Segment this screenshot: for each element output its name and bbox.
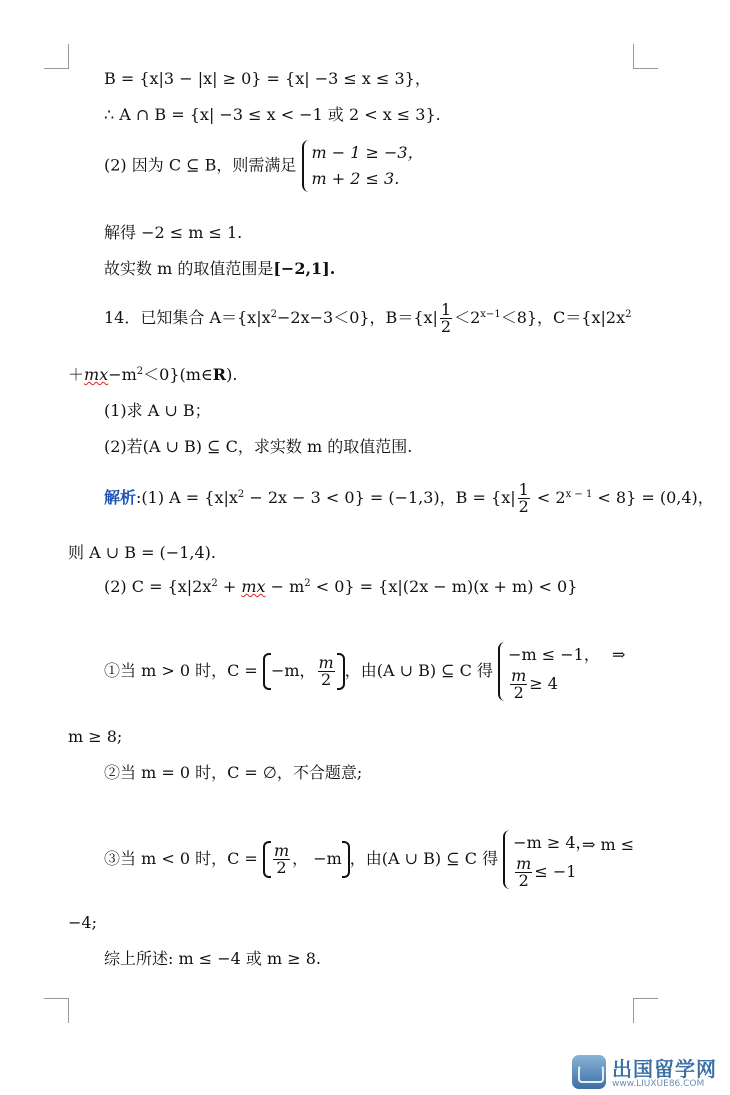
line-set-c: (2) $C = \{x|2x^2$ + mx − $m^2 < 0\} = \{x|(2x - m)(x + m) < 0\}$ (104, 577, 578, 596)
line-m-le-minus-4: −4; (68, 913, 97, 932)
case-m-positive: ①当 m > 0 时，C = −m， $\frac{m}{2}$ ，由(A ∪ B) ⊆ C 得 −m ≤ −1， $\frac{m}{2}$ ≥ 4 (104, 642, 600, 701)
case-m-negative: ③当 m < 0 时，C = $\frac{m}{2}$ ， −m ，由(A ∪ B) ⊆ C 得 −m ≥ 4， $\frac{m}{2}$ ≤ −1 (104, 830, 592, 889)
line-intersection: ∴ A ∩ B = {x| −3 ≤ x < −1 或 2 < x ≤ 3}. (104, 105, 441, 124)
watermark-url: www.LIUXUE86.COM (612, 1079, 705, 1089)
crop-mark-top-left (44, 44, 69, 69)
line-set-b: B = {x|3 − |x| ≥ 0} = {x| −3 ≤ x ≤ 3}， (104, 69, 431, 88)
line-m-ge-8: m ≥ 8; (68, 727, 123, 746)
line-range: 故实数 m 的取值范围是[−2,1]. (104, 259, 336, 278)
fraction-one-half: $\frac{1}{2}$ (440, 300, 452, 336)
interval-c-positive: −m， $\frac{m}{2}$ (263, 655, 345, 688)
inequality-system-2: −m ≤ −1， $\frac{m}{2}$ ≥ 4 (498, 642, 600, 701)
fraction-one-half-2: $\frac{1}{2}$ (518, 480, 529, 516)
solution-part-1: 解析:(1) $A = \{x|x^2 - 2x - 3 < 0\} = (-1,3)$，B = {x| $\frac{1}{2}$ < $2^{x - 1} < 8\} = (0,4)$， (104, 480, 714, 516)
conclusion: 综上所述: m ≤ −4 或 m ≥ 8. (104, 949, 322, 968)
case-m-zero: ②当 m = 0 时，C = ∅，不合题意; (104, 763, 363, 782)
inequality-system-1: m − 1 ≥ −3， m + 2 ≤ 3. (302, 140, 424, 192)
crop-mark-bottom-left (44, 998, 69, 1023)
line-solution: 解得 −2 ≤ m ≤ 1. (104, 223, 243, 242)
implies-arrow-1: ⇒ (612, 645, 626, 664)
problem-14-statement: 14．已知集合 $A=\{x|x^2-2x-3<0\}$，B＝{x| $\frac{1}{2}$ $<2^{x-1}<8$}，$C=\{x|2x^2$ (104, 300, 632, 336)
inequality-system-3: −m ≥ 4， $\frac{m}{2}$ ≤ −1 (503, 830, 591, 889)
implies-arrow-2: ⇒ m ≤ (582, 835, 635, 854)
line-union: 则 A ∪ B = (−1,4). (68, 543, 216, 562)
interval-c-negative: $\frac{m}{2}$ ， −m (263, 843, 350, 876)
problem-14-statement-cont: $+mx-m^2<0\}(m\in R)$. (68, 365, 238, 384)
question-2: (2)若(A ∪ B) ⊆ C，求实数 m 的取值范围. (104, 437, 413, 456)
crop-mark-top-right (633, 44, 658, 69)
watermark-text: 出国留学网 (612, 1057, 717, 1081)
watermark-emblem-icon (572, 1055, 606, 1089)
crop-mark-bottom-right (633, 998, 658, 1023)
jiexi-label: 解析 (104, 488, 137, 507)
line-condition: (2) 因为 C ⊆ B，则需满足 m − 1 ≥ −3， m + 2 ≤ 3. (104, 140, 424, 192)
question-1: (1)求 A ∪ B； (104, 401, 211, 420)
watermark-logo (572, 1055, 722, 1091)
